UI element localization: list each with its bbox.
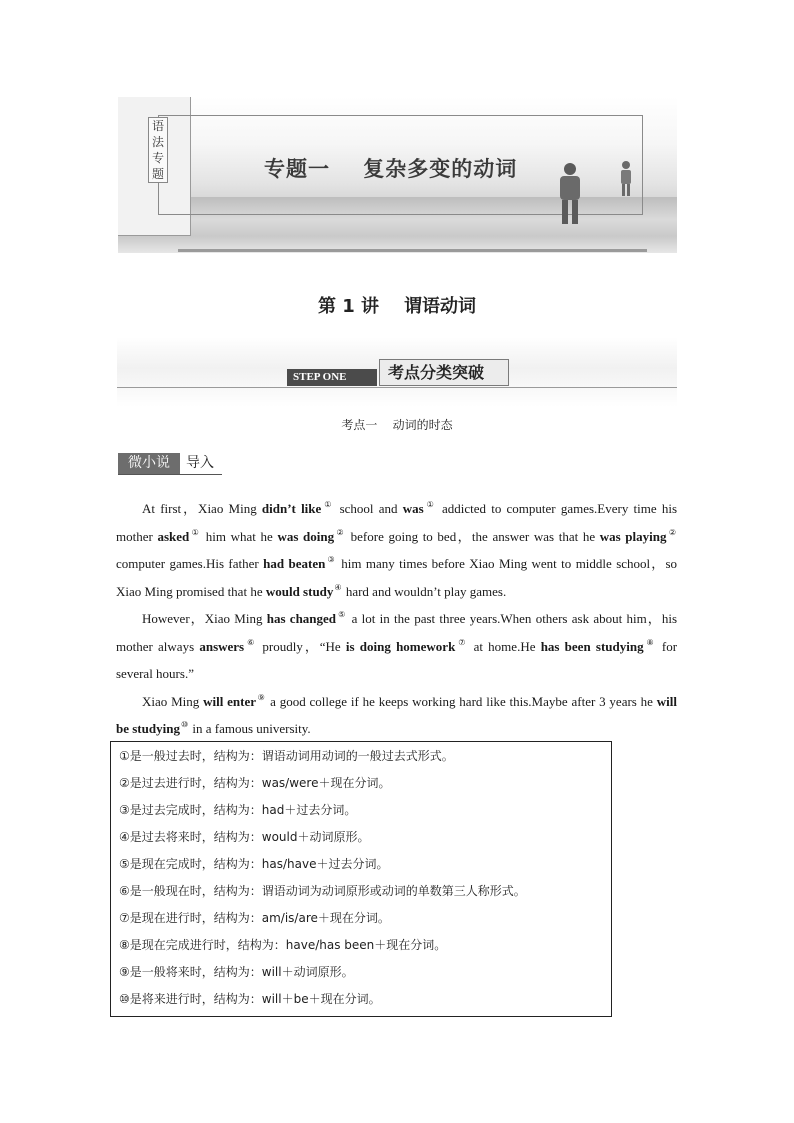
text-run: a lot in the past three years.When others ask about him，his mother always	[116, 611, 677, 654]
note-marker: ⑨	[257, 692, 266, 702]
verb-phrase: was doing	[277, 528, 335, 544]
text-run: before going to bed，the answer was that he	[346, 528, 600, 544]
text-run: proudly，“He	[257, 638, 346, 654]
verb-phrase: will enter	[203, 693, 256, 709]
header-underline	[118, 474, 222, 475]
text-run: hard and wouldn’t play games.	[342, 583, 507, 599]
small-child-figure-icon	[616, 159, 636, 199]
story-paragraph-2	[116, 605, 677, 688]
note-marker: ⑩	[180, 720, 189, 729]
note-marker: ①	[424, 500, 436, 509]
intro-label: 导入	[186, 455, 214, 471]
text-run: him many times before Xiao Ming went to middle school，so Xiao Ming promised that he	[116, 556, 678, 599]
exam-point-heading: 考点一 动词的时态	[341, 418, 453, 432]
verb-phrase: answers	[199, 638, 245, 654]
lecture-title: 第 1 讲 谓语动词	[317, 296, 477, 317]
step-divider	[117, 387, 677, 388]
text-run: At first，Xiao Ming	[142, 501, 262, 516]
note-marker: ③	[326, 555, 336, 564]
text-run: him what he	[201, 528, 278, 544]
note-marker: ①	[190, 527, 201, 537]
text-run: in a famous university.	[189, 721, 311, 736]
note-row: ⑨是一般将来时，结构为：will＋动词原形。	[119, 965, 354, 979]
text-run: a good college if he keeps working hard like this.Maybe after 3 years he	[266, 693, 657, 709]
note-marker: ①	[322, 500, 334, 509]
banner-bridge	[178, 249, 647, 252]
story-paragraph-1	[116, 495, 677, 605]
verb-phrase: was playing	[599, 528, 667, 544]
verb-phrase: has been studying	[540, 638, 644, 654]
step-one-label: STEP ONE	[287, 369, 377, 386]
note-row: ⑩是将来进行时，结构为：will＋be＋现在分词。	[119, 992, 381, 1006]
text-run: However，Xiao Ming	[142, 611, 267, 626]
note-marker: ⑧	[644, 637, 656, 647]
verb-phrase: has changed	[266, 611, 337, 626]
topic-title: 专题一 复杂多变的动词	[264, 157, 518, 181]
note-row: ①是一般过去时，结构为：谓语动词用动词的一般过去式形式。	[119, 749, 454, 763]
story-paragraph-3	[116, 688, 677, 743]
verb-phrase: had beaten	[263, 556, 326, 571]
note-row: ⑧是现在完成进行时，结构为：have/has been＋现在分词。	[119, 938, 447, 952]
verb-phrase: was	[402, 501, 424, 516]
note-row: ③是过去完成时，结构为：had＋过去分词。	[119, 803, 357, 817]
note-marker: ②	[667, 527, 677, 537]
verb-phrase: is doing homework	[345, 638, 456, 654]
grammar-topic-tag: 语 法 专 题	[148, 117, 168, 183]
note-row: ②是过去进行时，结构为：was/were＋现在分词。	[119, 776, 391, 790]
verb-phrase: will be studying	[116, 693, 677, 736]
note-row: ⑦是现在进行时，结构为：am/is/are＋现在分词。	[119, 911, 390, 925]
note-marker: ⑤	[337, 610, 347, 619]
note-marker: ⑦	[456, 637, 468, 647]
note-row: ⑤是现在完成时，结构为：has/have＋过去分词。	[119, 857, 389, 871]
note-row: ⑥是一般现在时，结构为：谓语动词为动词原形或动词的单数第三人称形式。	[119, 884, 526, 898]
note-row: ④是过去将来时，结构为：would＋动词原形。	[119, 830, 370, 844]
child-figure-icon	[550, 159, 590, 229]
note-marker: ②	[335, 527, 346, 537]
text-run: addicted to computer games.Every time his mother	[116, 501, 678, 544]
text-run: computer games.His father	[116, 556, 264, 571]
tense-notes-box	[110, 741, 612, 1017]
verb-phrase: didn’t like	[261, 501, 322, 516]
step-one-band	[117, 337, 677, 407]
micro-story-tag: 微小说	[118, 453, 180, 474]
note-marker: ⑥	[245, 637, 257, 647]
text-run: Xiao Ming	[142, 693, 204, 709]
verb-phrase: asked	[157, 528, 190, 544]
text-run: school and	[334, 501, 403, 516]
text-run: for several hours.”	[116, 638, 678, 681]
chapter-banner	[118, 97, 677, 253]
text-run: at home.He	[468, 638, 541, 654]
step-one-title: 考点分类突破	[379, 359, 509, 386]
verb-phrase: would study	[265, 583, 334, 599]
note-marker: ④	[334, 582, 342, 592]
story-text	[116, 495, 677, 743]
